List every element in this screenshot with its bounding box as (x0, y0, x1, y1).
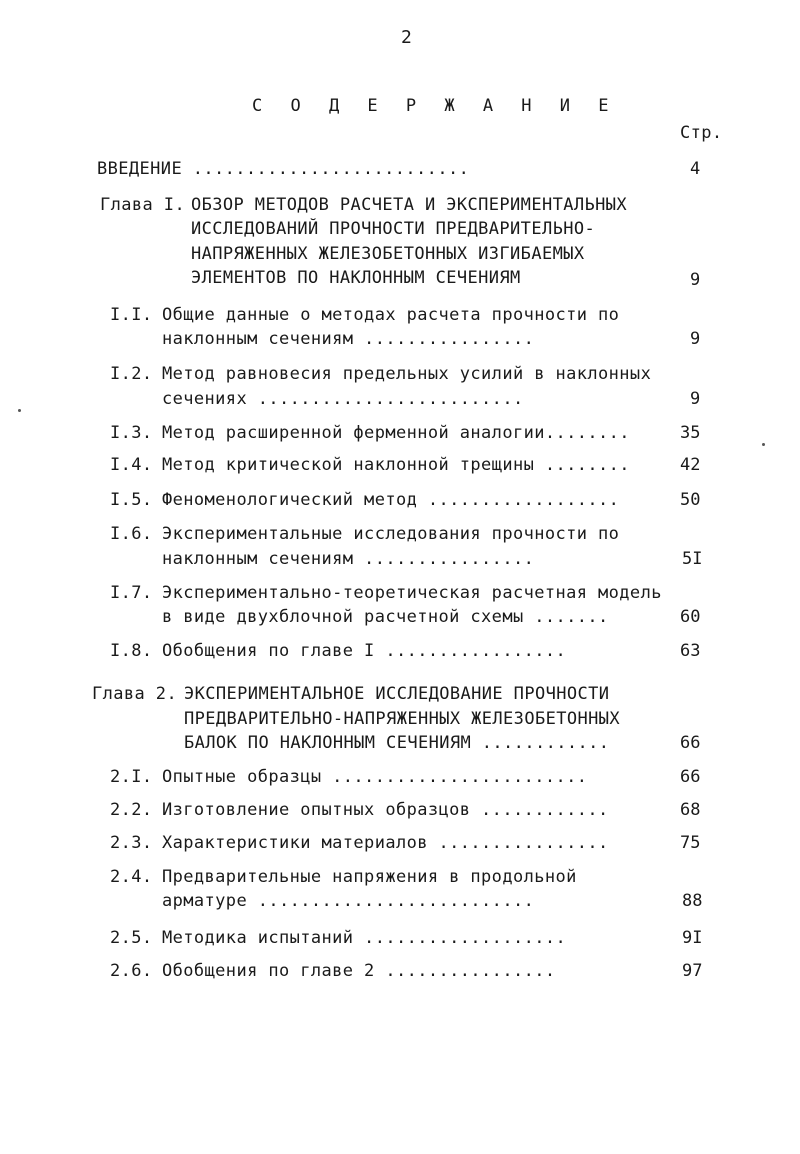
page-number: 2 (401, 27, 413, 48)
toc-section-prefix: I.7. (110, 583, 153, 603)
toc-section-line: Характеристики материалов ................ (162, 833, 609, 853)
toc-section-line: Общие данные о методах расчета прочности по (162, 305, 620, 325)
toc-page-number: 9 (690, 389, 701, 409)
toc-section-line: Методика испытаний ................... (162, 928, 567, 948)
toc-section-line: Феноменологический метод .................. (162, 490, 620, 510)
toc-chapter-line: ОБЗОР МЕТОДОВ РАСЧЕТА И ЭКСПЕРИМЕНТАЛЬНЫХ (191, 195, 628, 215)
toc-section-line: в виде двухблочной расчетной схемы ....... (162, 607, 609, 627)
scan-speck (18, 409, 21, 412)
toc-section-prefix: 2.3. (110, 833, 153, 853)
toc-title: С О Д Е Р Ж А Н И Е (252, 96, 618, 116)
toc-section-line: Обобщения по главе 2 ................ (162, 961, 556, 981)
toc-page-number: 9 (690, 329, 701, 349)
toc-section-prefix: I.4. (110, 455, 153, 475)
toc-section-line: сечениях ......................... (162, 389, 524, 409)
toc-section-prefix: 2.6. (110, 961, 153, 981)
toc-chapter-line: БАЛОК ПО НАКЛОННЫМ СЕЧЕНИЯМ ............ (184, 733, 610, 753)
toc-page-number: 63 (680, 641, 701, 661)
page-column-label: Стр. (680, 123, 723, 143)
toc-page-number: 50 (680, 490, 701, 510)
toc-page-number: 68 (680, 800, 701, 820)
toc-section-prefix: I.5. (110, 490, 153, 510)
toc-page-number: 5I (682, 549, 703, 569)
toc-chapter-prefix: Глава 2. (92, 684, 178, 704)
toc-section-prefix: 2.I. (110, 767, 153, 787)
toc-section-line: арматуре .......................... (162, 891, 535, 911)
toc-section-prefix: 2.2. (110, 800, 153, 820)
toc-section-prefix: I.3. (110, 423, 153, 443)
toc-page-number: 66 (680, 767, 701, 787)
toc-section-prefix: I.8. (110, 641, 153, 661)
toc-entry-introduction (97, 157, 469, 181)
toc-chapter-prefix: Глава I. (100, 195, 186, 215)
toc-section-prefix: I.I. (110, 305, 153, 325)
toc-page-number: 88 (682, 891, 703, 911)
toc-section-line: Метод расширенной ферменной аналогии........ (162, 423, 630, 443)
toc-section-line: Метод критической наклонной трещины ........ (162, 455, 630, 475)
toc-section-line: Метод равновесия предельных усилий в наклонных (162, 364, 652, 384)
toc-section-line: Экспериментально-теоретическая расчетная модель (162, 583, 662, 603)
toc-section-line: Экспериментальные исследования прочности по (162, 524, 620, 544)
toc-page-number: 9I (682, 928, 703, 948)
toc-page-number: 66 (680, 733, 701, 753)
toc-page-number: 60 (680, 607, 701, 627)
toc-section-prefix: 2.5. (110, 928, 153, 948)
toc-page-introduction: 4 (690, 159, 701, 179)
toc-section-line: Опытные образцы ........................ (162, 767, 588, 787)
toc-chapter-line: НАПРЯЖЕННЫХ ЖЕЛЕЗОБЕТОННЫХ ИЗГИБАЕМЫХ (191, 244, 585, 264)
toc-section-prefix: I.2. (110, 364, 153, 384)
toc-entry-text: ВВЕДЕНИЕ .......................... (97, 159, 470, 179)
toc-page-number: 97 (682, 961, 703, 981)
toc-page-number: 35 (680, 423, 701, 443)
toc-section-line: Изготовление опытных образцов ............ (162, 800, 609, 820)
toc-chapter-line: ПРЕДВАРИТЕЛЬНО-НАПРЯЖЕННЫХ ЖЕЛЕЗОБЕТОННЫХ (184, 709, 621, 729)
toc-page-number: 42 (680, 455, 701, 475)
toc-section-line: Обобщения по главе I ................. (162, 641, 567, 661)
toc-section-line: Предварительные напряжения в продольной (162, 867, 577, 887)
toc-section-prefix: I.6. (110, 524, 153, 544)
scan-speck (762, 443, 765, 446)
toc-section-line: наклонным сечениям ................ (162, 549, 535, 569)
toc-page-number: 75 (680, 833, 701, 853)
toc-section-line: наклонным сечениям ................ (162, 329, 535, 349)
toc-section-prefix: 2.4. (110, 867, 153, 887)
toc-chapter-line: ЭКСПЕРИМЕНТАЛЬНОЕ ИССЛЕДОВАНИЕ ПРОЧНОСТИ (184, 684, 610, 704)
toc-chapter-line: ИССЛЕДОВАНИЙ ПРОЧНОСТИ ПРЕДВАРИТЕЛЬНО- (191, 219, 596, 239)
toc-page-number: 9 (690, 270, 701, 290)
toc-chapter-line: ЭЛЕМЕНТОВ ПО НАКЛОННЫМ СЕЧЕНИЯМ (191, 268, 521, 288)
